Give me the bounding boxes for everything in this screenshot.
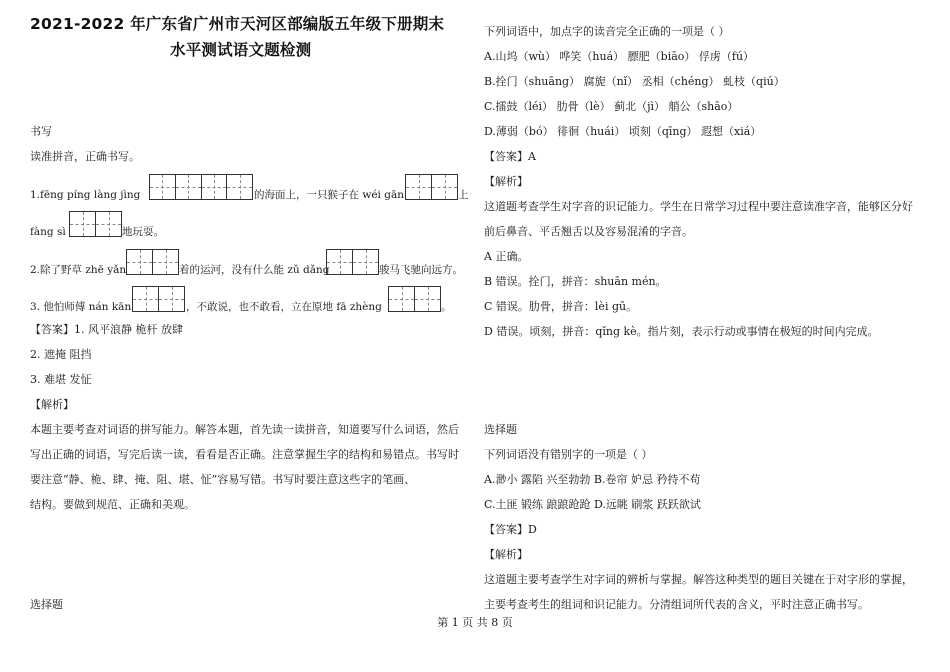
option-c: C.擂鼓（léi） 肋骨（lè） 蓟北（jì） 艄公（shāo） (484, 100, 739, 113)
instruction-text: 读准拼音，正确书写。 (30, 150, 140, 163)
analysis-label: 【解析】 (484, 548, 528, 561)
writing-box-q2-2[interactable] (326, 249, 379, 275)
analysis-label: 【解析】 (30, 398, 74, 411)
analysis-line: B 错误。拴门，拼音：shuān mén。 (484, 275, 667, 288)
analysis-line: A 正确。 (484, 250, 529, 263)
analysis-line: C 错误。肋骨，拼音：lèi gū。 (484, 300, 638, 313)
answer: 【答案】A (484, 150, 536, 163)
doc-title-line2: 水平测试语文题检测 (170, 41, 312, 59)
q1-pinyin-2: fàng sì (30, 226, 66, 238)
analysis-line: 这道题考查学生对字音的识记能力。学生在日常学习过程中要注意读准字音，能够区分好 (484, 200, 913, 213)
section-heading-writing: 书写 (30, 125, 52, 138)
analysis-line: D 错误。顷刻，拼音：qǐng kè。指片刻，表示行动或事情在极短的时间内完成。 (484, 325, 879, 338)
q3-text-1: ，不敢说，也不敢看，立在原地 fā zhèng (186, 301, 382, 313)
q3-text-2: 。 (441, 301, 452, 313)
analysis-line: 要注意“静、桅、肆、掩、阻、堪、怔”容易写错。书写时要注意这些字的笔画、 (30, 473, 416, 486)
question-text: 下列词语中，加点字的读音完全正确的一项是（ ） (484, 25, 730, 38)
page-footer: 第 1 页 共 8 页 (437, 616, 513, 629)
writing-box-q3-2[interactable] (388, 286, 441, 312)
analysis-line: 写出正确的词语，写完后读一读，看看是否正确。注意掌握生字的结构和易错点。书写时 (30, 448, 459, 461)
answer-q1: 【答案】1. 风平浪静 桅杆 放肆 (30, 323, 183, 336)
section-heading-choice: 选择题 (484, 423, 517, 436)
answer: 【答案】D (484, 523, 537, 536)
q3-pinyin-1: 3. 他怕师傅 nán kān (30, 301, 132, 313)
analysis-line: 本题主要考查对词语的拼写能力。解答本题，首先读一读拼音，知道要写什么词语，然后 (30, 423, 459, 436)
analysis-line: 主要考查考生的组词和识记能力。分清组词所代表的含义，平时注意正确书写。 (484, 598, 869, 611)
answer-q2: 2. 遮掩 阻挡 (30, 348, 92, 361)
option-a: A.山坞（wù） 哗笑（huá） 膘肥（biāo） 俘虏（fú） (484, 50, 755, 63)
q2-text-2: 骏马飞驰向远方。 (379, 264, 463, 276)
option-ab: A.渺小 露陷 兴至勃勃 B.卷帘 妒忌 矜持不苟 (484, 473, 701, 486)
q1-pinyin-1: 1.fēng píng làng jìng (30, 189, 141, 201)
analysis-line: 这道题主要考查学生对字词的辨析与掌握。解答这种类型的题目关键在于对字形的掌握， (484, 573, 913, 586)
q2-pinyin-1: 2.除了野草 zhē yǎn (30, 264, 127, 276)
q2-text-1: 着的运河，没有什么能 zǔ dǎng (179, 264, 330, 276)
q1-text-2: 上 (458, 189, 469, 201)
q1-text-1: 的海面上，一只猴子在 wéi gān (254, 189, 404, 201)
writing-box-q2-1[interactable] (126, 249, 179, 275)
analysis-label: 【解析】 (484, 175, 528, 188)
section-heading-choice: 选择题 (30, 598, 63, 611)
option-cd: C.土匪 锻练 踉踉跄跄 D.远眺 刷浆 跃跃欲试 (484, 498, 701, 511)
analysis-line: 前后鼻音、平舌翘舌以及容易混淆的字音。 (484, 225, 693, 238)
question-text: 下列词语没有错别字的一项是（ ） (484, 448, 653, 461)
q1-text-3: 地玩耍。 (122, 226, 164, 238)
analysis-line: 结构。要做到规范、正确和美观。 (30, 498, 195, 511)
writing-box-q1-1[interactable] (149, 174, 253, 200)
doc-title-line1: 2021-2022 年广东省广州市天河区部编版五年级下册期末 (30, 15, 445, 33)
option-d: D.薄弱（bó） 徘徊（huái） 顷刻（qīng） 遐想（xiá） (484, 125, 762, 138)
answer-q3: 3. 难堪 发怔 (30, 373, 92, 386)
writing-box-q1-3[interactable] (69, 211, 122, 237)
option-b: B.拴门（shuāng） 腐旎（nǐ） 丞相（chéng） 虬枝（qiú） (484, 75, 785, 88)
writing-box-q1-2[interactable] (405, 174, 458, 200)
writing-box-q3-1[interactable] (132, 286, 185, 312)
